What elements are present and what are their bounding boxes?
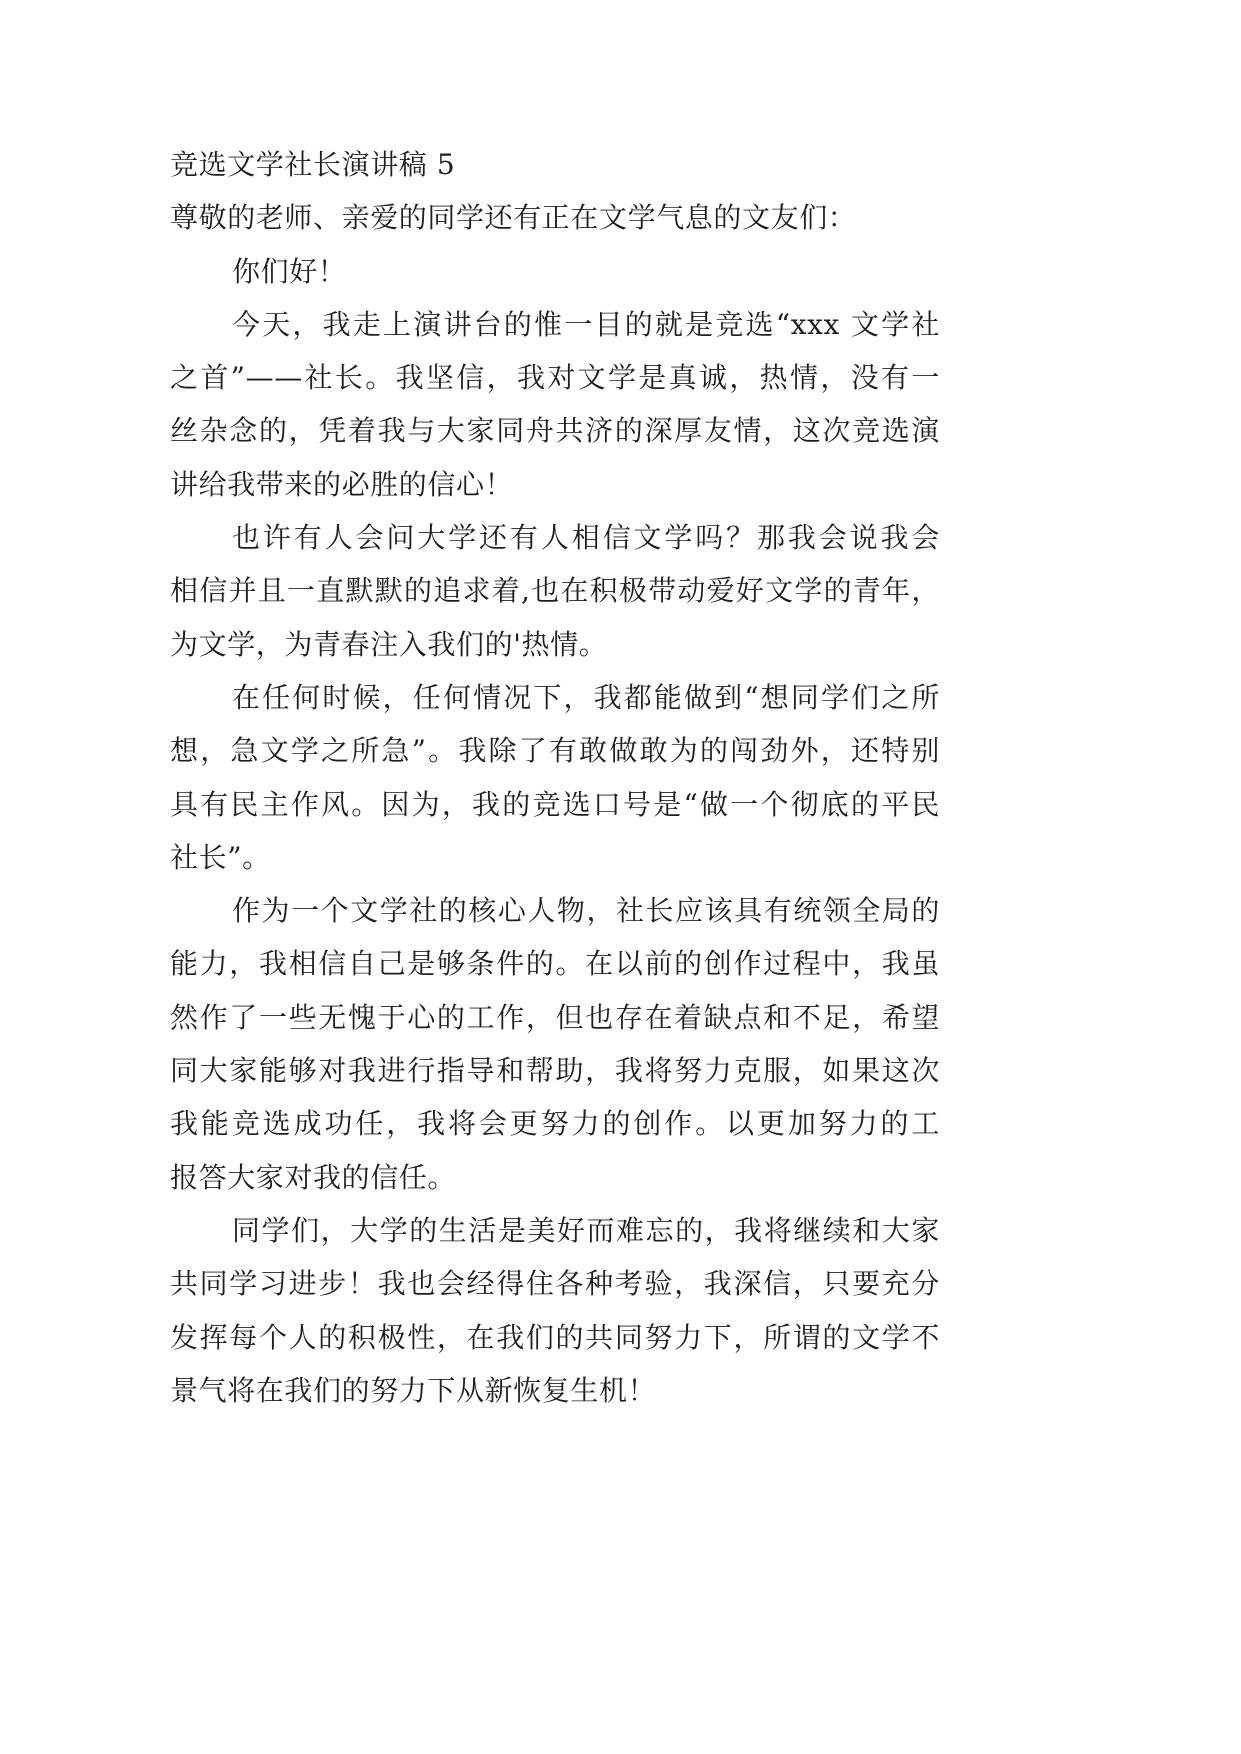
text-line: 同大家能够对我进行指导和帮助，我将努力克服，如果这次 — [170, 1054, 940, 1088]
text-line: 同学们，大学的生活是美好而难忘的，我将继续和大家 — [232, 1213, 940, 1247]
paragraph-ability — [170, 884, 940, 1204]
text-line: 然作了一些无愧于心的工作，但也存在着缺点和不足，希望 — [170, 1000, 940, 1034]
text-line: 丝杂念的，凭着我与大家同舟共济的深厚友情，这次竞选演 — [170, 414, 940, 448]
paragraph-closing — [170, 1204, 940, 1417]
text-line: 景气将在我们的努力下从新恢复生机！ — [170, 1373, 657, 1407]
document-title: 竞选文学社长演讲稿 5 — [170, 148, 456, 181]
paragraph-intro — [170, 298, 940, 511]
text-line: 也许有人会问大学还有人相信文学吗？那我会说我会 — [232, 521, 940, 555]
paragraph-greeting — [170, 245, 940, 298]
paragraph-belief — [170, 511, 940, 671]
text-line: 你们好！ — [232, 254, 347, 288]
text-line: 想，急文学之所急”。我除了有敢做敢为的闯劲外，还特别 — [170, 734, 940, 768]
document-body — [170, 138, 940, 1417]
text-line: 发挥每个人的积极性，在我们的共同努力下，所谓的文学不 — [170, 1320, 940, 1354]
text-line: 能力，我相信自己是够条件的。在以前的创作过程中，我虽 — [170, 947, 940, 981]
text-line: 具有民主作风。因为，我的竞选口号是“做一个彻底的平民 — [170, 787, 940, 821]
text-line: 作为一个文学社的核心人物，社长应该具有统领全局的 — [232, 894, 940, 928]
text-line: 讲给我带来的必胜的信心！ — [170, 467, 514, 501]
text-line: 在任何时候，任何情况下，我都能做到“想同学们之所 — [232, 680, 940, 714]
salutation: 尊敬的老师、亲爱的同学还有正在文学气息的文友们： — [170, 201, 857, 235]
text-line: 之首”——社长。我坚信，我对文学是真诚，热情，没有一 — [170, 361, 940, 395]
paragraph-slogan — [170, 671, 940, 884]
text-line: 为文学，为青春注入我们的'热情。 — [170, 627, 608, 661]
text-line: 报答大家对我的信任。 — [170, 1160, 457, 1194]
text-line: 社长”。 — [170, 840, 271, 874]
text-line: 相信并且一直默默的追求着,也在积极带动爱好文学的青年， — [170, 574, 940, 608]
text-line: 共同学习进步！我也会经得住各种考验，我深信，只要充分 — [170, 1267, 940, 1301]
text-line: 我能竞选成功任，我将会更努力的创作。以更加努力的工 — [170, 1107, 940, 1141]
text-line: 今天，我走上演讲台的惟一目的就是竞选“xxx 文学社 — [232, 307, 940, 341]
